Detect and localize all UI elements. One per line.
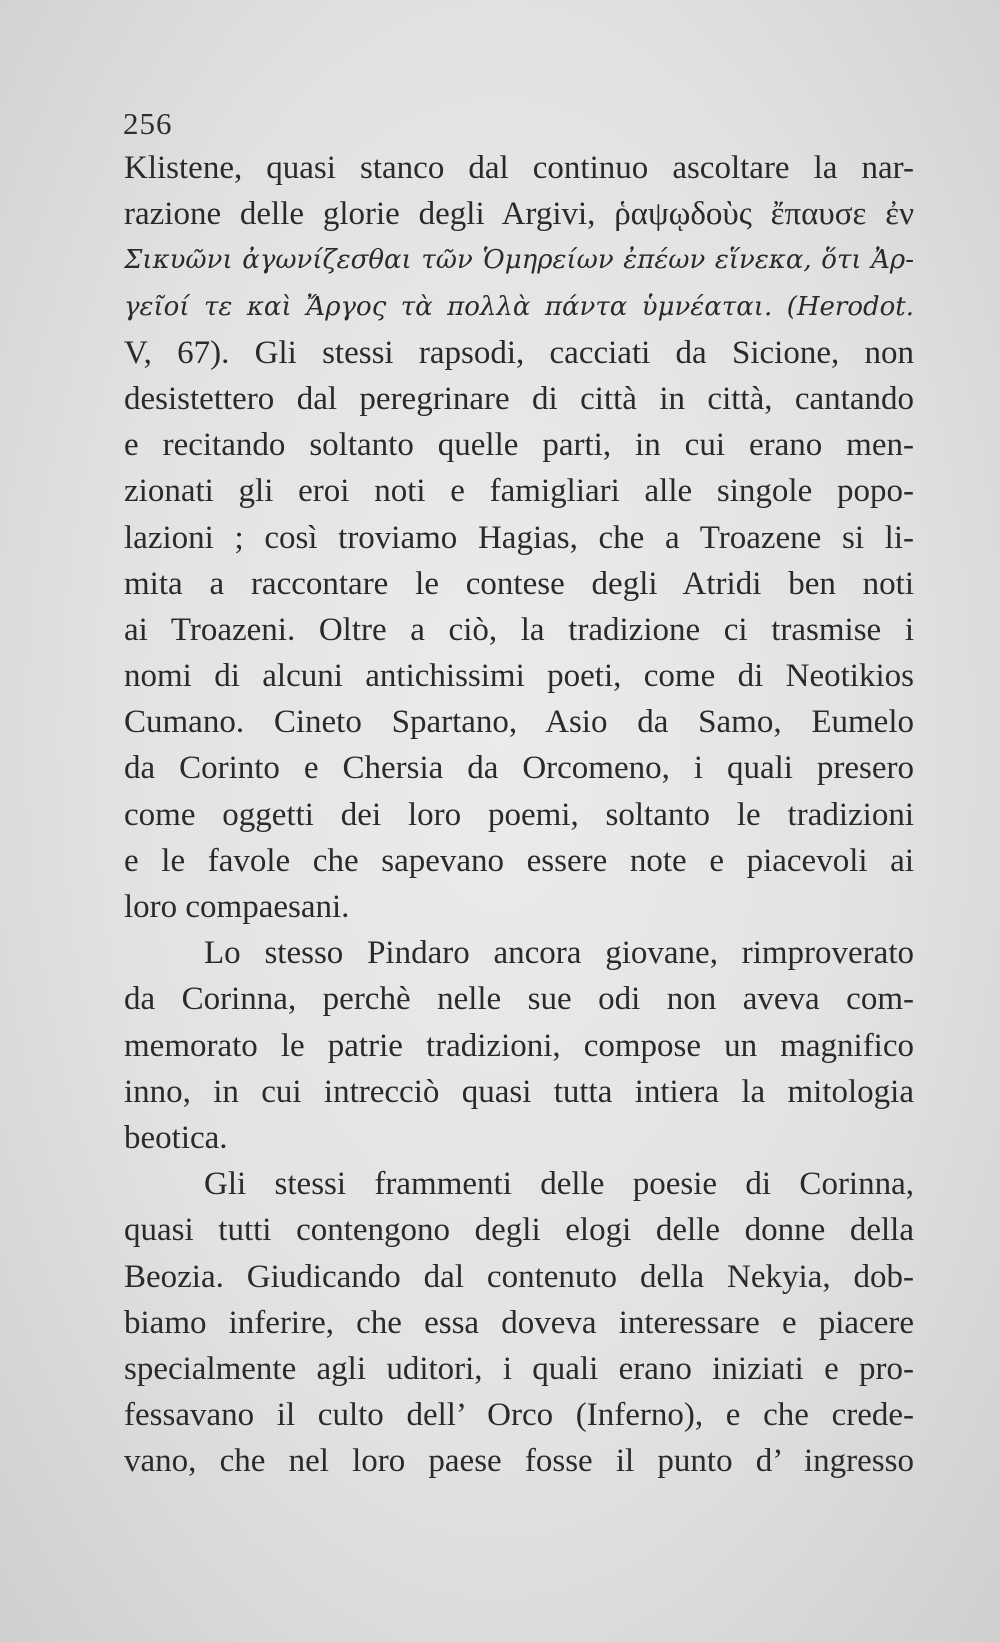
page-number: 256 [123,106,173,141]
greek-quotation-line: γεῖοί τε καὶ Ἄργος τὰ πολλὰ πάντα ὑμνέαται. (Herodot. [124,291,914,322]
text-line: ai Troazeni. Oltre a ciò, la tradizione ci trasmise i [124,611,914,648]
text-line: nomi di alcuni antichissimi poeti, come di Neotikios [124,658,914,695]
text-line: e recitando soltanto quelle parti, in cui erano men- [124,427,914,464]
text-line: mita a raccontare le contese degli Atridi ben noti [124,565,914,602]
text-line: zionati gli eroi noti e famigliari alle singole popo- [124,473,914,510]
text-line: V, 67). Gli stessi rapsodi, cacciati da Sicione, non [124,334,914,371]
text-line: desistettero dal peregrinare di città in città, cantando [124,380,914,417]
text-line: specialmente agli uditori, i quali erano iniziati e pro- [124,1350,914,1387]
body-text [124,145,914,1484]
paragraph-end-line: loro compaesani. [124,889,350,925]
text-line: Cumano. Cineto Spartano, Asio da Samo, Eumelo [124,704,914,741]
text-line: da Corinna, perchè nelle sue odi non aveva com- [124,981,914,1018]
text-line: biamo inferire, che essa doveva interessare e piacere [124,1304,914,1341]
text-line: Klistene, quasi stanco dal continuo ascoltare la nar- [124,150,914,186]
text-line: quasi tutti contengono degli elogi delle donne della [124,1212,914,1249]
text-line: lazioni ; così troviamo Hagias, che a Troazene si li- [124,519,914,556]
text-line: vano, che nel loro paese fosse il punto d’ ingresso [124,1443,914,1480]
paragraph-end-line: beotica. [124,1119,228,1156]
text-line: inno, in cui intrecciò quasi tutta intiera la mitologia [124,1073,914,1110]
text-line: razione delle glorie degli Argivi, ῥαψῳδοὺς ἔπαυσε ἐν [124,196,914,233]
text-line: e le favole che sapevano essere note e piacevoli ai [124,842,914,879]
text-line: fessavano il culto dell’ Orco (Inferno), e che crede- [124,1397,914,1434]
paragraph-start-line: Gli stessi frammenti delle poesie di Corinna, [204,1166,914,1203]
greek-quotation-line: Σικυῶνι ἀγωνίζεσθαι τῶν Ὁμηρείων ἐπέων εἵνεκα, ὅτι Ἀρ- [124,245,914,276]
text-line: da Corinto e Chersia da Orcomeno, i quali presero [124,750,914,787]
text-line: come oggetti dei loro poemi, soltanto le tradizioni [124,796,914,833]
text-line: Beozia. Giudicando dal contenuto della Nekyia, dob- [124,1258,914,1295]
text-line: memorato le patrie tradizioni, compose un magnifico [124,1027,914,1064]
paragraph-start-line: Lo stesso Pindaro ancora giovane, rimproverato [204,935,914,972]
